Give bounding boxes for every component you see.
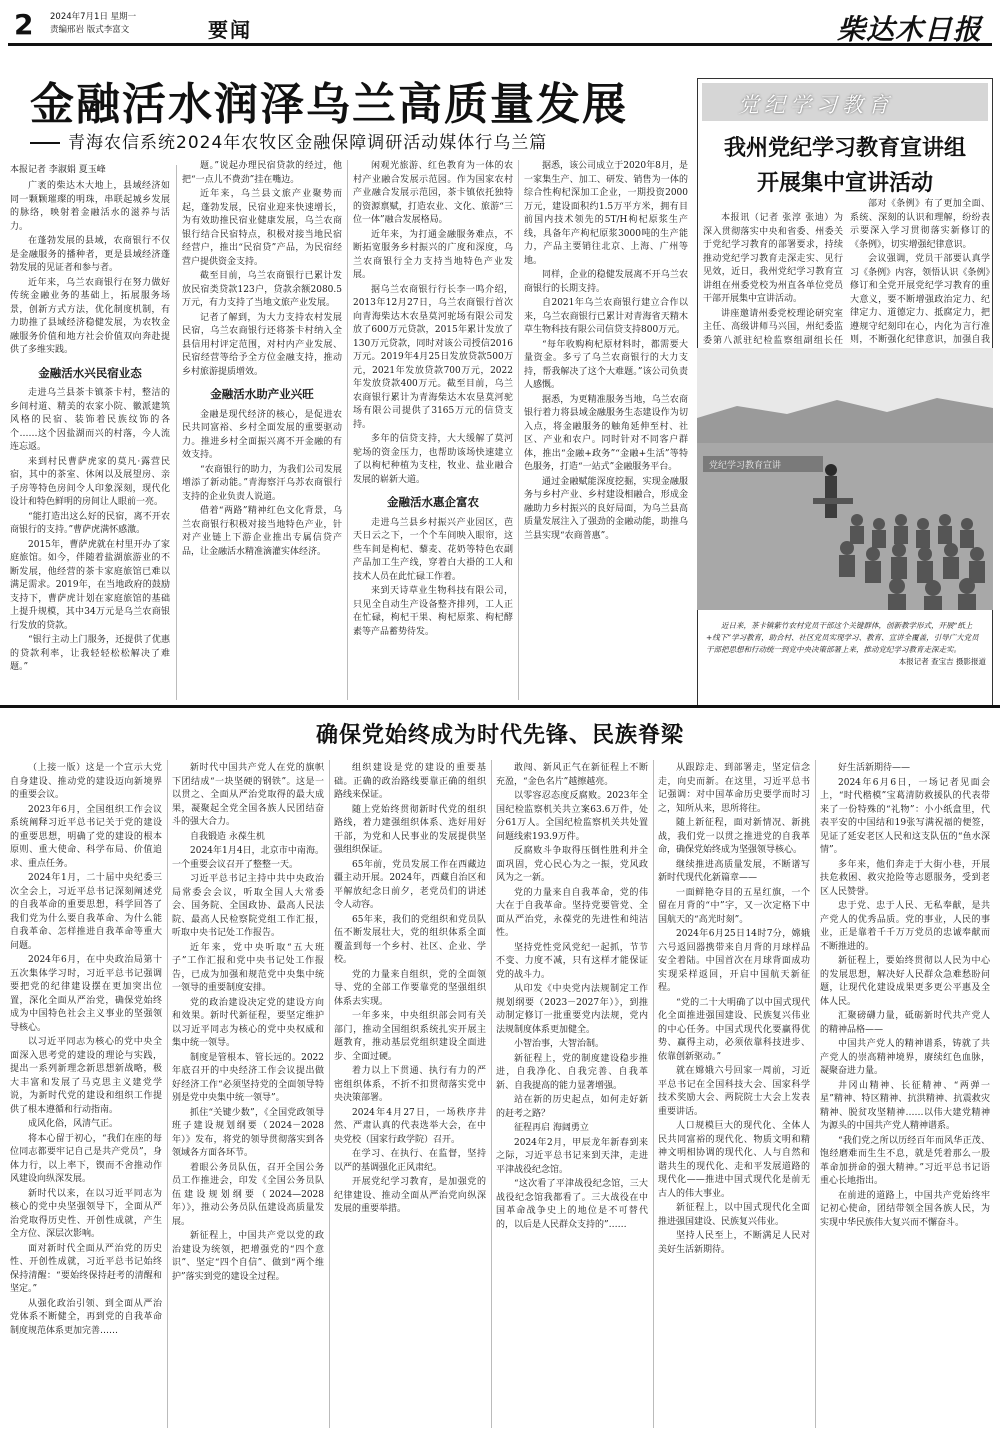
paragraph: 近年来，党中央听取“五大班子”工作汇报和党中央书记处工作报告，已成为加强和规范党中央集中统一领导的重要制度安排。 xyxy=(172,942,324,993)
paragraph: 讲座邀请州委党校理论研究室主任、高级讲师马兴国，州纪委监委第八派驻纪检监察组副组长任 xyxy=(703,308,843,346)
main-column-1 xyxy=(10,180,170,700)
paragraph: 闲观光旅游、红色教育为一体的农村产业融合发展示范园。作为国家农村产业融合发展示范园，茶卡镇依托独特的资源禀赋，打造农业、文化、旅游“三位一体”融合发展格局。 xyxy=(353,161,513,225)
paragraph: 2024年6月6日，一场记者见面会上，“时代楷模”宝葛清防救援队的代表带来了一份特殊的“礼物”：小小纸盒里，代表平安的中国结和19张写满祝福的便签，见证了延安老区人民和这支队伍的“鱼水深情”。 xyxy=(820,777,990,855)
bottom-column-3 xyxy=(334,762,486,1427)
paragraph: 部对《条例》有了更加全面、系统、深刻的认识和理解，纷纷表示要深入学习贯彻落实新修订的《条例》，切实增强纪律意识。 xyxy=(850,199,990,250)
paragraph: 新征程上，党的制度建设稳步推进，自我净化、自我完善、自我革新、自我提高的能力显著增强。 xyxy=(496,1053,648,1091)
photo-banner-text: 党纪学习教育宣讲 xyxy=(709,461,782,471)
paragraph: 从跟踪走、到部署走，坚定信念走，向史而新。在这里，习近平总书记强调：对中国革命历史要学而时习之，知所从来，思所将往。 xyxy=(658,763,810,814)
bottom-column-6 xyxy=(820,762,990,1427)
main-column-4 xyxy=(524,160,688,700)
paragraph: 从印发《中央党内法规制定工作规划纲要（2023－2027年）》，到推动制定修订一批重要党内法规，党内法规制度体系更加健全。 xyxy=(496,984,648,1035)
paragraph: 来到村民曹萨虎家的莫凡·露营民宿，其中的茶室、休闲以及展望房、亲子房等特色房间令人印象深刻，现代化设计和特色鲜明的房间让人眼前一亮。 xyxy=(10,456,170,507)
paragraph: “农商银行的助力，为我们公司发展增添了新动能。”青海察汗乌苏农商银行支持的企业负责人说道。 xyxy=(182,464,342,502)
paragraph: 会议强调，党员干部要认真学习《条例》内容，领悟认识《条例》修订和全党开展党纪学习教育的重大意义，要不断增强政治定力、纪律定力、道德定力、抵腐定力，把遵规守纪刻印在心，内化为言行准则，不断强化纪律意识，加强自我 xyxy=(850,254,990,345)
paragraph: 2024年4月27日，一场秩序井然、严肃认真的代表选举大会，在中央党校（国家行政学院）召开。 xyxy=(334,1107,486,1145)
paragraph: 新时代以来，在以习近平同志为核心的党中央坚强领导下，全面从严治党取得历史性、开创性成就，产生全方位、深层次影响。 xyxy=(10,1188,162,1239)
paragraph: 截至目前，乌兰农商银行已累计发放民宿类贷款123户，贷款余额2080.5万元，有力支持了当地文旅产业发展。 xyxy=(182,271,342,308)
photo-caption xyxy=(706,620,986,668)
paragraph: （上接一版）这是一个宣示大党自身建设、推动党的建设迈向新境界的重要会议。 xyxy=(10,763,162,800)
bottom-column-2 xyxy=(172,762,324,1427)
paragraph: 以习近平同志为核心的党中央全面深入思考党的建设的理论与实践，提出一系列新理念新思想新战略，极大丰富和发展了马克思主义建党学说，为新时代党的建设和组织工作提供了根本遵循和行动指南。 xyxy=(10,1037,162,1115)
paragraph: 继续推进高质量发展，不断谱写新时代现代化新篇章—— xyxy=(658,859,810,883)
paragraph: 征程再启 海阔勇立 xyxy=(514,1123,589,1133)
bottom-column-4 xyxy=(496,762,648,1427)
column-rule xyxy=(491,760,492,1428)
paragraph: “银行主动上门服务，还提供了优惠的贷款利率，让我轻轻松松解决了难题。” xyxy=(10,635,170,672)
paragraph: 据乌兰农商银行行长李一鸣介绍，2013年12月27日，乌兰农商银行首次向青海柴达木农垦莫河驼场有限公司发放了600万元贷款，2015年累计发放了130万元贷款，同时对该公司授信2016万元。2019年4月25日发放贷款500万元，2021年发放贷款700万元，2022年发放贷款400万元。截至目前，乌兰农商银行累计为青海柴达木农垦莫河驼场有限公司提供了3165万元的信贷支持。 xyxy=(353,284,513,430)
page-number: 2 xyxy=(14,8,34,41)
bottom-column-5 xyxy=(658,762,810,1427)
paragraph: 党的力量来自组织，党的全面领导、党的全部工作要靠党的坚强组织体系去实现。 xyxy=(334,969,486,1007)
paragraph: 多年的信贷支持，大大缓解了莫河驼场的资金压力，也帮助该场快速建立了以枸杞种植为支柱，牧业、盐业融合发展的崭新大道。 xyxy=(353,434,513,485)
section-divider xyxy=(0,705,1000,708)
caption-credit: 本报记者 查宝吉 摄影报道 xyxy=(898,657,986,666)
subheading: 金融活水惠企富农 xyxy=(387,495,479,509)
paragraph: 走进乌兰县茶卡镇茶卡村，整洁的乡间村道、精美的农家小院、徽派建筑风格的民宿、装饰着民族纹饰的各个……这个因盐湖而兴的村落，今人流连忘返。 xyxy=(10,388,170,452)
paragraph: 新征程上，以中国式现代化全面推进强国建设、民族复兴伟业。 xyxy=(658,1203,810,1227)
paragraph: 小智治事，大智治制。 xyxy=(514,1039,605,1049)
paragraph: 据悉，为更精准服务当地，乌兰农商银行着力将县域金融服务生态建设作为切入点，将金融服务的触角延伸至村、社区、产业和农户。同时针对不同客户群体，推出“金融+政务”“金融+生活”等特色服务，打造“一站式”金融服务平台。 xyxy=(524,394,688,472)
paragraph: 组织建设是党的建设的重要基础。正确的政治路线要靠正确的组织路线来保证。 xyxy=(334,763,486,800)
paragraph: 2024年2月，甲辰龙年新春到来之际，习近平总书记来到天津，走进平津战役纪念馆。 xyxy=(496,1137,648,1175)
sidebar-banner xyxy=(702,83,988,121)
caption-text: 近日来，茶卡镇紫竹农村党员干部这个关键群体，创新教学形式，开展“纸上+线下”学习教育，助合村、社区党员实现学习、教育、宣讲全覆盖，引导广大党员干部把思想和行动统一到党中央决策部署上来，推动党纪学习教育走深走实。 xyxy=(706,621,979,654)
paragraph: 人口规模巨大的现代化、全体人民共同富裕的现代化、物质文明和精神文明相协调的现代化、人与自然和谐共生的现代化、走和平发展道路的现代化——推进中国式现代化是前无古人的伟大事业。 xyxy=(658,1121,810,1199)
paragraph: “这次看了平津战役纪念馆，三大战役纪念馆我都看了。三大战役在中国革命战争史上的地位是不可替代的，以后是人民群众支持的”…… xyxy=(496,1179,648,1230)
paragraph: 一面鲜艳夺目的五星红旗，一个留在月背的“中”字，又一次定格下中国航天的“高光时刻”。 xyxy=(658,887,810,925)
paragraph: 着眼公务员队伍，召开全国公务员工作推进会，印发《全国公务员队伍建设规划纲要（2024—2028年）》，推动公务员队伍建设高质量发展。 xyxy=(172,1162,324,1227)
paragraph: 65年来，我们的党组织和党员队伍不断发展壮大，党的组织体系全面覆盖到每一个乡村、社区、企业、学校。 xyxy=(334,914,486,965)
paragraph: 忠于党、忠于人民、无私奉献，是共产党人的优秀品质。党的事业，人民的事业，正是靠着千千万万党员的忠诚奉献而不断推进的。 xyxy=(820,901,990,952)
sidebar-title-line-2: 开展集中宣讲活动 xyxy=(756,171,933,196)
paragraph: 新征程上，要始终贯彻以人民为中心的发展思想，解决好人民群众急难愁盼问题，让现代化建设成果更多更公平惠及全体人民。 xyxy=(820,956,990,1007)
paragraph: 借着“两路”精神红色文化背景，乌兰农商银行积极对接当地特色产业，针对产业链上下游企业推出专属信贷产品，让金融活水精准滴灌实体经济。 xyxy=(182,506,342,557)
section-name: 要闻 xyxy=(208,18,252,42)
paragraph: 站在新的历史起点，如何走好新的赶考之路？ xyxy=(496,1095,648,1119)
paragraph: 制度是管根本、管长远的。2022年底召开的中央经济工作会议提出做好经济工作“必须坚持党的全面领导特别是党中央集中统一领导”。 xyxy=(172,1052,324,1103)
subheading: 金融活水助产业兴旺 xyxy=(210,387,314,401)
paragraph: 以零容忍态度反腐败。2023年全国纪检监察机关共立案63.6万件，处分61万人。全国纪检监察机关共处置问题线索193.9万件。 xyxy=(496,791,648,842)
paragraph: 中国共产党人的精神谱系，铸就了共产党人的崇高精神境界，赓续红色血脉，凝聚奋进力量。 xyxy=(820,1039,990,1076)
column-rule xyxy=(176,165,177,700)
main-column-3 xyxy=(353,160,513,700)
dash-rule xyxy=(30,142,60,144)
paragraph: 2024年1月4日，北京市中南海。一个重要会议召开了整整一天。 xyxy=(172,846,324,870)
paragraph: 新时代中国共产党人在党的旗帜下团结成“一块坚硬的钢铁”。这是一以贯之、全面从严治党取得的最大成果，凝聚起全党全国各族人民团结奋斗的强大合力。 xyxy=(172,763,324,827)
main-byline: 本报记者 李淑娟 夏玉峰 xyxy=(10,165,106,175)
paragraph: “能打造出这么好的民宿，离不开农商银行的支持。”曹萨虎满怀感激。 xyxy=(10,511,170,535)
paragraph: 据悉，该公司成立于2020年8月，是一家集生产、加工、研发、销售为一体的综合性枸杞深加工企业，一期投资2000万元，建设面积约1.5万平方米，拥有目前国内技术领先的5T/H枸杞原浆生产线，具备年产枸杞原浆3000吨的生产能力，产品主要销往北京、上海、广州等地。 xyxy=(524,161,688,266)
paragraph: 2024年1月，二十届中央纪委三次全会上，习近平总书记深刻阐述党的自我革命的重要思想，科学回答了我们党为什么要自我革命、为什么能自我革命、怎样推进自我革命等重大问题。 xyxy=(10,873,162,951)
paragraph: “每年收购枸杞原材料时，都需要大量资金。多亏了乌兰农商银行的大力支持，帮我解决了这个大难题。”该公司负责人感慨。 xyxy=(524,339,688,390)
news-photo xyxy=(697,348,993,610)
paragraph: 开展党纪学习教育，是加强党的纪律建设、推动全面从严治党向纵深发展的重要举措。 xyxy=(334,1177,486,1214)
paragraph: 一年多来，中央组织部会同有关部门，推动全国组织系统扎实开展主题教育，推动基层党组织建设全面进步、全面过硬。 xyxy=(334,1011,486,1062)
paragraph: 将本心留于初心，“我们在座的每位同志都要牢记自己是共产党员”，身体力行，以上率下，锲而不舍推动作风建设向纵深发展。 xyxy=(10,1133,162,1184)
paragraph: 坚持人民至上，不断满足人民对美好生活新期待。 xyxy=(658,1231,810,1255)
paragraph: 近年来，乌兰农商银行在努力做好传统金融业务的基础上，拓展服务场景，创新方式方法，优化制度机制，有力助推了县域经济稳健发展，为农牧金融服务价值和地方社会价值双向奔赴提供了多维实践。 xyxy=(10,277,170,355)
sidebar-title-line-1: 我州党纪学习教育宣讲组 xyxy=(723,136,966,161)
subheading: 金融活水兴民宿业态 xyxy=(38,365,142,380)
column-rule xyxy=(815,760,816,1428)
paragraph: 近年来，为打通金融服务难点，不断拓宽服务乡村振兴的广度和深度，乌兰农商银行全力支持当地特色产业发展。 xyxy=(353,229,513,280)
paragraph: 题。”说起办理民宿贷款的经过，他把“一点儿不费劲”挂在嘴边。 xyxy=(182,161,342,185)
column-rule xyxy=(329,760,330,1428)
paragraph: 2015年，曹萨虎就在村里开办了家庭旅馆。如今，伴随着盐湖旅游业的不断发展，他经营的茶卡家庭旅馆已难以满足需求。2019年，在当地政府的鼓励支持下，曹萨虎计划在家庭旅馆的基础上提升规模，其中34万元是乌兰农商银行发放的贷款。 xyxy=(10,539,170,631)
main-column-2 xyxy=(182,160,342,700)
paragraph: 着力以上下贯通、执行有力的严密组织体系，不折不扣贯彻落实党中央决策部署。 xyxy=(334,1066,486,1103)
paragraph: 成风化俗，风清气正。 xyxy=(28,1119,119,1129)
sidebar-column-right xyxy=(850,198,990,346)
sidebar-title xyxy=(703,132,987,200)
paragraph: 坚持党性党风党纪一起抓，节节不变、力度不减，只有这样才能保证党的战斗力。 xyxy=(496,942,648,980)
subheadline-text: 青海农信系统2024年农牧区金融保障调研活动媒体行乌兰篇 xyxy=(68,133,548,153)
sidebar-column-left xyxy=(703,212,843,347)
paragraph: 2024年6月，在中央政治局第十五次集体学习时，习近平总书记强调要把党的纪律建设摆在更加突出位置，深化全面从严治党，确保党始终成为中国特色社会主义事业的坚强领导核心。 xyxy=(10,955,162,1033)
paragraph: 65年前，党员发展工作在西藏边疆主动开展。2024年，西藏自治区和平解放纪念日前夕，老党员们的讲述令人动容。 xyxy=(334,859,486,910)
paragraph: 汇聚磅礴力量，砥砺新时代共产党人的精神品格—— xyxy=(820,1011,990,1035)
paragraph: 来到天诗草业生物科技有限公司，只见全自动生产设备整齐排列，工人正在忙碌，枸杞干果、枸杞原浆、枸杞酵素等产品蓄势待发。 xyxy=(353,586,513,637)
bottom-column-1 xyxy=(10,762,162,1427)
paragraph: 新征程上，中国共产党以党的政治建设为统领，把增强党的“四个意识”、坚定“四个自信”、做到“两个维护”落实到党的建设全过程。 xyxy=(172,1231,324,1282)
main-headline: 金融活水润泽乌兰高质量发展 xyxy=(30,79,628,130)
header-meta xyxy=(50,11,136,37)
paragraph: 在学习、在执行、在监督，坚持以严的基调强化正风肃纪。 xyxy=(334,1149,486,1173)
paragraph: “党的二十大明确了以中国式现代化全面推进强国建设、民族复兴伟业的中心任务。中国式现代化要赢得优势、赢得主动，必须依靠科技进步、依靠创新驱动。” xyxy=(658,997,810,1062)
paragraph: 金融是现代经济的核心，是促进农民共同富裕、乡村全面发展的重要驱动力。推进乡村全面振兴离不开金融的有效支持。 xyxy=(182,409,342,460)
paragraph: 敢闯、新风正气在新征程上不断充盈，“金色名片”越擦越亮。 xyxy=(496,763,648,787)
paragraph: 好生活新期待—— xyxy=(838,763,911,773)
paragraph: 2023年6月，全国组织工作会议系统阐释习近平总书记关于党的建设的重要思想，明确了党的建设的根本原则、重大使命、科学布局、价值追求、重点任务。 xyxy=(10,804,162,869)
paragraph: 多年来，他们奔走于大街小巷，开展扶危救困、救灾抢险等志愿服务，受到老区人民赞誉。 xyxy=(820,859,990,897)
paragraph: 走进乌兰县乡村振兴产业园区，芭天日云之下，一个个车间映入眼帘，这些车间是枸杞、藜麦、花奶等特色农副产品加工生产线，穿着白大褂的工人和技术人员在此忙碌工作着。 xyxy=(353,517,513,582)
paragraph: 抓住“关键少数”，《全国党政领导班子建设规划纲要（2024－2028年）》发布，将党的领导贯彻落实到各领域各方面各环节。 xyxy=(172,1107,324,1158)
editors-line: 责编邢岩 版式李富文 xyxy=(50,25,130,35)
paragraph: 习近平总书记主持中共中央政治局常委会会议，听取全国人大常委会、国务院、全国政协、最高人民法院、最高人民检察院党组工作汇报，听取中央书记处工作报告。 xyxy=(172,874,324,938)
paragraph: 党的政治建设决定党的建设方向和效果。新时代新征程，要坚定维护以习近平同志为核心的党中央权威和集中统一领导。 xyxy=(172,997,324,1048)
main-subheadline xyxy=(30,128,680,153)
paragraph: “我们党之所以历经百年而风华正茂、饱经磨难而生生不息，就是凭着那么一股革命加拼命的强大精神。”习近平总书记语重心长地指出。 xyxy=(820,1135,990,1186)
paragraph: 在蓬勃发展的县域，农商银行不仅是金融服务的播种者，更是县域经济蓬勃发展的见证者和参与者。 xyxy=(10,236,170,273)
paragraph: 2024年6月25日14时7分，嫦娥六号返回器携带来自月背的月球样品安全着陆。中国首次在月球背面成功实现采样返回，开启中国航天新征程。 xyxy=(658,929,810,993)
paragraph: 记者了解到，为大力支持农村发展民宿，乌兰农商银行还将茶卡村纳入全县信用村评定范围，对村内产业发展、民宿经营等给予全方位金融支持，推动乡村旅游提质增效。 xyxy=(182,312,342,377)
page-header xyxy=(8,6,992,46)
paragraph: 本报讯（记者 张淳 张迪）为深入贯彻落实中央和省委、州委关于党纪学习教育的部署要求，持续推动党纪学习教育走深走实、见行见效，近日，我州党纪学习教育宣讲组在州委党校为州直各单位党员干部开展集中宣讲活动。 xyxy=(703,213,843,304)
column-rule xyxy=(518,160,519,700)
column-rule xyxy=(167,760,168,1428)
masthead-logo: 柴达木日报 xyxy=(836,13,982,46)
paragraph: 同样，企业的稳健发展离不开乌兰农商银行的长期支持。 xyxy=(524,270,688,294)
paragraph: 广袤的柴达木大地上，县域经济如同一颗颗璀璨的明珠，串联起城乡发展的脉络，映射着金融活水的滋养与活力。 xyxy=(10,181,170,232)
paragraph: 随上党始终贯彻新时代党的组织路线，着力建强组织体系、选好用好干部，为党和人民事业的发展提供坚强组织保证。 xyxy=(334,804,486,855)
paragraph: 从强化政治引领、到全面从严治党体系不断健全，再到党的自我革命制度规范体系更加完善…… xyxy=(10,1298,162,1336)
paragraph: 就在嫦娥六号回家一周前，习近平总书记在全国科技大会、国家科学技术奖励大会、两院院士大会上发表重要讲话。 xyxy=(658,1066,810,1117)
bottom-headline: 确保党始终成为时代先锋、民族脊梁 xyxy=(315,723,684,748)
paragraph: 在前进的道路上，中国共产党始终牢记初心使命，团结带领全国各族人民，为实现中华民族伟大复兴而不懈奋斗。 xyxy=(820,1190,990,1228)
banner-text: 党纪学习教育 xyxy=(738,93,894,117)
column-rule xyxy=(347,160,348,700)
photo-illustration xyxy=(697,348,993,610)
column-rule xyxy=(653,760,654,1428)
paragraph: 随上新征程，面对新情况、新挑战，我们党一以贯之推进党的自我革命，确保党始终成为坚强领导核心。 xyxy=(658,818,810,855)
paragraph: 党的力量来自自我革命，党的伟大在于自我革命。坚持党要管党、全面从严治党，永葆党的先进性和纯洁性。 xyxy=(496,887,648,938)
paragraph: 面对新时代全面从严治党的历史性、开创性成就，习近平总书记始终保持清醒：“要始终保持赶考的清醒和坚定。” xyxy=(10,1243,162,1294)
paragraph: 自我锻造 永葆生机 xyxy=(190,831,265,842)
paragraph: 自2021年乌兰农商银行建立合作以来，乌兰农商银行已累计对青海省天精木草生物科技有限公司信贷支持800万元。 xyxy=(524,298,688,335)
date-line: 2024年7月1日 星期一 xyxy=(50,12,137,22)
paragraph: 反腐败斗争取得压倒性胜利并全面巩固，党心民心为之一振，党风政风为之一新。 xyxy=(496,846,648,883)
paragraph: 近年来，乌兰县文旅产业聚势而起，蓬勃发展，民宿业迎来快速增长，为有效助推民宿业健康发展，乌兰农商银行结合民宿特点，积极对接当地民宿经营户，推出“民宿贷”产品，为民宿经营户提供资金支持。 xyxy=(182,189,342,267)
paragraph: 井冈山精神、长征精神、“两弹一星”精神、特区精神、抗洪精神、抗震救灾精神、脱贫攻坚精神……以伟大建党精神为源头的中国共产党人精神谱系。 xyxy=(820,1080,990,1131)
paragraph: 通过金融赋能深度挖掘，实现金融服务与乡村产业、乡村建设相融合，形成金融助力乡村振兴的良好局面，为乌兰县高质量发展注入了强劲的金融动能，助推乌兰县实现“农商普惠”。 xyxy=(524,476,688,541)
